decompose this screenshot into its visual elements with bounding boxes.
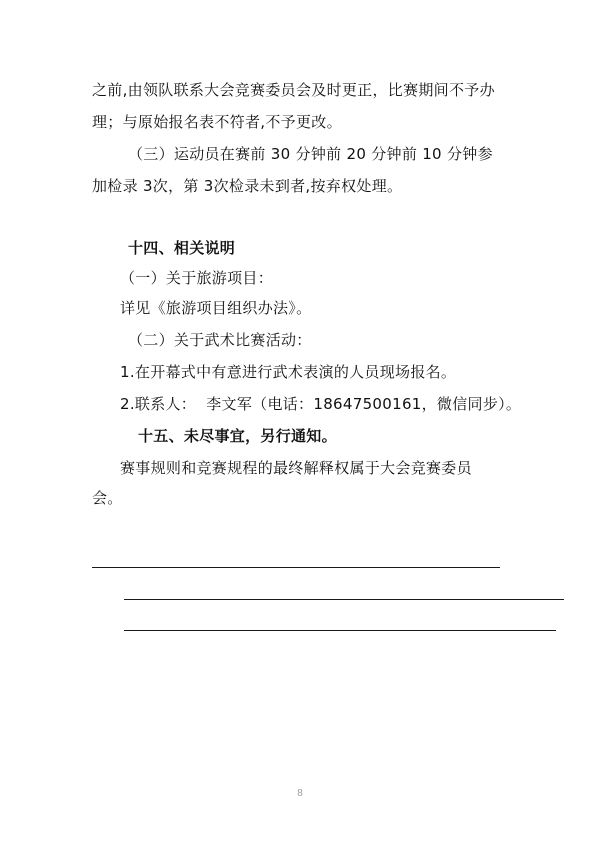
section-15-heading: 十五、未尽事宜，另行通知。 xyxy=(138,427,337,445)
section-14-heading: 十四、相关说明 xyxy=(128,239,236,257)
paragraph-line: 之前,由领队联系大会竞赛委员会及时更正，比赛期间不予办 xyxy=(92,81,495,99)
item-2-line-2: 2.联系人： 李文军（电话：18647500161，微信同步）。 xyxy=(120,395,522,413)
signature-line-1 xyxy=(92,567,500,568)
signature-line-2 xyxy=(124,599,564,600)
paragraph-line: （三）运动员在赛前 30 分钟前 20 分钟前 10 分钟参 xyxy=(128,145,493,163)
paragraph-line: 理；与原始报名表不符者,不予更改。 xyxy=(92,113,342,131)
section-15-body-line-2: 会。 xyxy=(92,489,123,507)
section-15-body-line-1: 赛事规则和竞赛规程的最终解释权属于大会竞赛委员 xyxy=(120,459,472,477)
page-number: 8 xyxy=(297,788,303,799)
paragraph-line: 加检录 3次，第 3次检录未到者,按弃权处理。 xyxy=(92,177,403,195)
item-1-title: （一）关于旅游项目： xyxy=(120,269,274,287)
item-1-body: 详见《旅游项目组织办法》。 xyxy=(120,299,312,317)
item-2-title: （二）关于武术比赛活动： xyxy=(128,331,312,349)
signature-line-3 xyxy=(124,630,556,631)
item-2-line-1: 1.在开幕式中有意进行武术表演的人员现场报名。 xyxy=(120,363,457,381)
